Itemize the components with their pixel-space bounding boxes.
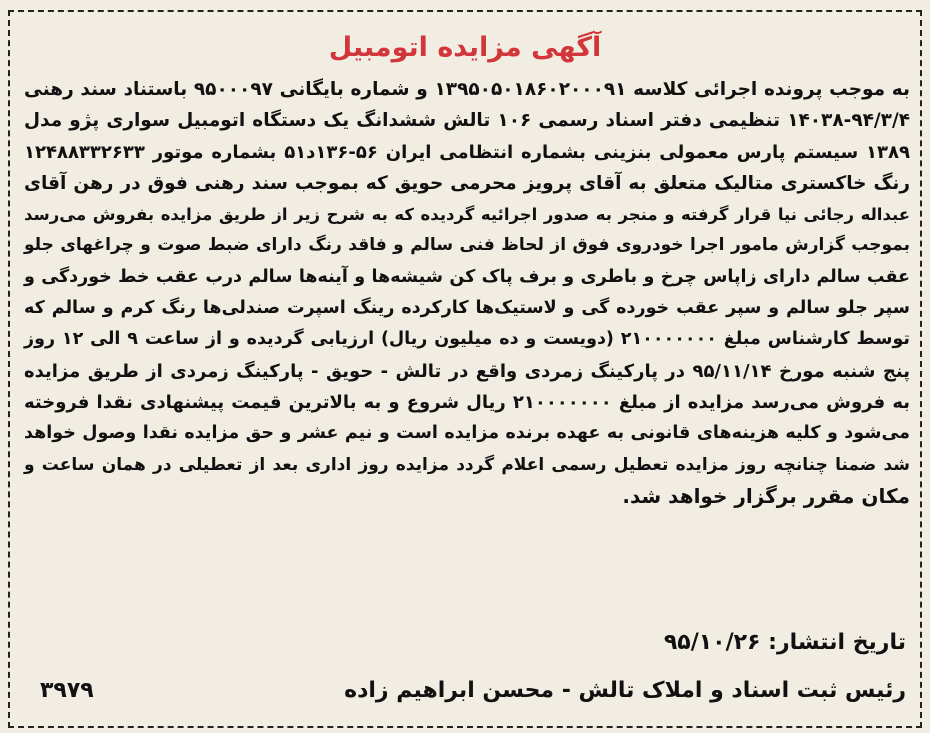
- body-line: توسط کارشناس مبلغ ۲۱۰۰۰۰۰۰۰ (دویست و ده میلیون ریال) ارزیابی گردیده و از ساعت ۹ الی ۱۲ روز: [24, 329, 910, 350]
- body-line: رنگ خاکستری متالیک متعلق به آقای پرویز محرمی حویق که بموجب سند رهنی فوق در رهن آقای: [24, 172, 910, 194]
- body-line: ۱۴۰۳۸-۹۴/۳/۴ تنظیمی دفتر اسناد رسمی ۱۰۶ تالش ششدانگ یک دستگاه اتومبیل سواری پژو مدل: [24, 110, 911, 132]
- body-line: مکان مقرر برگزار خواهد شد.: [622, 483, 910, 508]
- notice-body: [24, 74, 910, 512]
- notice-code: ۳۹۷۹: [40, 678, 94, 703]
- body-line: به موجب پرونده اجرائی کلاسه ۱۳۹۵۰۵۰۱۸۶۰۲۰۰۰۹۱ و شماره بایگانی ۹۵۰۰۰۹۷ باستناد سند رهنی: [24, 79, 910, 100]
- body-line: به فروش می‌رسد مزایده از مبلغ ۲۱۰۰۰۰۰۰۰ ریال شروع و به بالاترین قیمت پیشنهادی نقدا فروخته: [24, 391, 910, 413]
- body-line: ۱۳۸۹ سیستم پارس معمولی بنزینی بشماره انتظامی ایران ۵۶-۱۳۶د۵۱ بشماره موتور ۱۲۴۸۸۳۳۲۶۳۳: [24, 141, 910, 163]
- body-line: عبداله رجائی نیا قرار گرفته و منجر به صدور اجرائیه گردیده که به شرح زیر از طریق مزایده بفروش می‌رسد: [24, 205, 910, 225]
- signature-line: رئیس ثبت اسناد و املاک تالش - محسن ابراهیم زاده: [344, 678, 906, 703]
- body-line: بموجب گزارش مامور اجرا خودروی فوق از لحاظ فنی سالم و فاقد رنگ دارای ضبط صوت و چراغهای جلو: [24, 235, 910, 256]
- body-line: شد ضمنا چنانچه روز مزایده تعطیل رسمی اعلام گردد مزایده روز اداری بعد از تعطیلی در همان ساعت و: [24, 454, 910, 475]
- body-line: می‌شود و کلیه هزینه‌های قانونی به عهده برنده مزایده است و نیم عشر و حق مزایده نقدا وصول خواهد: [24, 423, 910, 444]
- publish-date: تاریخ انتشار: ۹۵/۱۰/۲۶: [663, 630, 906, 655]
- notice-title: آگهی مزایده اتومبیل: [328, 32, 602, 63]
- body-line: عقب سالم دارای زاپاس چرخ و باطری و برف پاک کن شیشه‌ها و آینه‌ها سالم درب عقب خط خوردگی و: [24, 266, 910, 287]
- body-line: پنج شنبه مورخ ۹۵/۱۱/۱۴ در پارکینگ زمردی واقع در تالش - حویق - پارکینگ زمردی از طریق مزایده: [24, 360, 910, 382]
- body-line: سپر جلو سالم و سپر عقب خورده گی و لاستیک‌ها کارکرده رینگ اسپرت صندلی‌ها رنگ کرم و سالم که: [24, 298, 910, 319]
